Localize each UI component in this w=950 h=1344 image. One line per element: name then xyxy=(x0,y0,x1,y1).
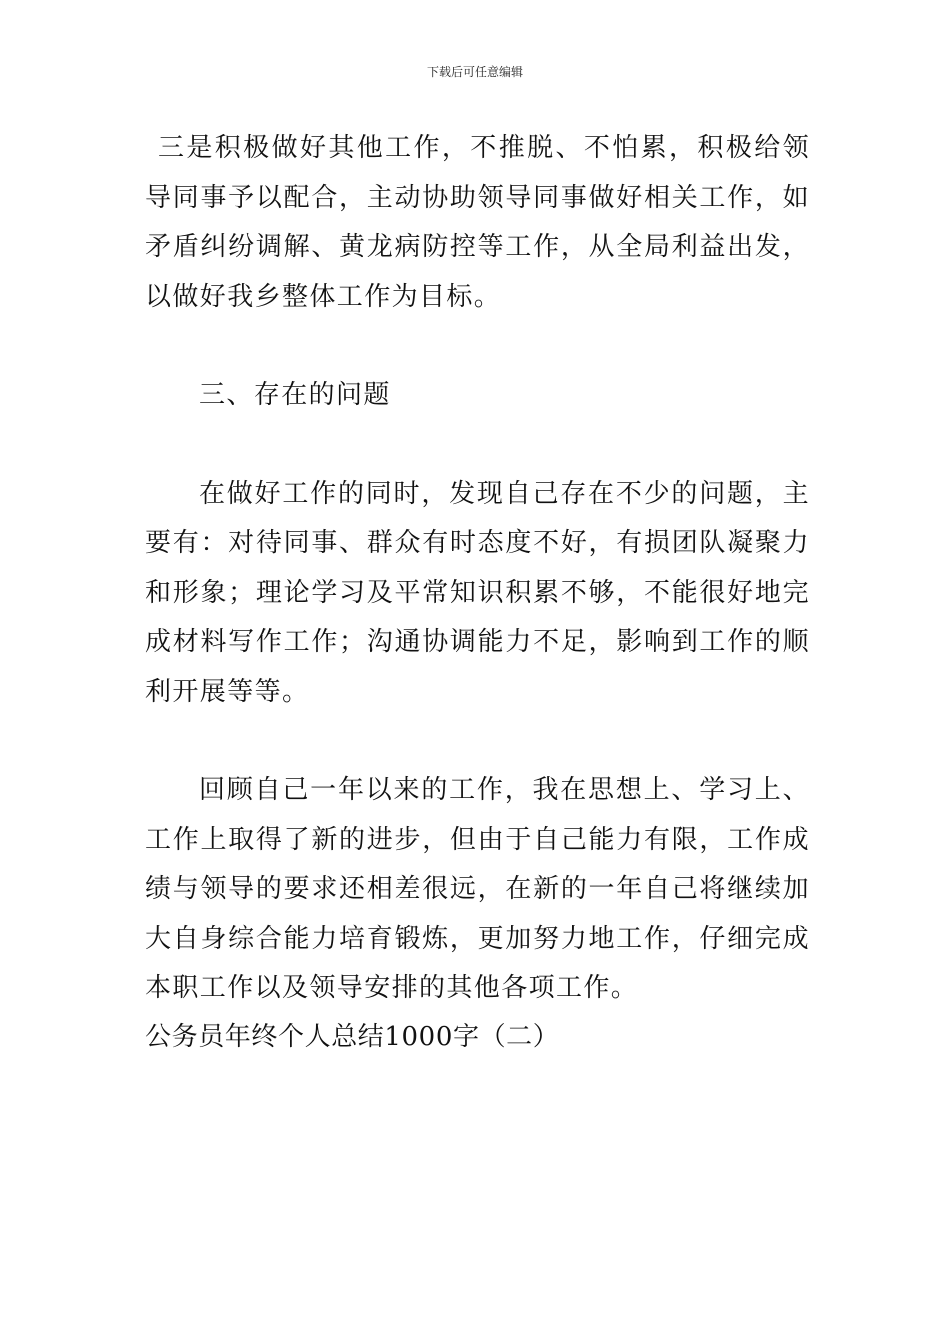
paragraph-review: 回顾自己一年以来的工作，我在思想上、学习上、工作上取得了新的进步，但由于自己能力有限，工作成绩与领导的要求还相差很远，在新的一年自己将继续加大自身综合能力培育锻炼，更加努力地工作，仔细完成本职工作以及领导安排的其他各项工作。 xyxy=(145,775,810,1003)
header-note: 下载后可任意编辑 xyxy=(426,65,523,79)
paragraph-other-work: 三是积极做好其他工作，不推脱、不怕累，积极给领导同事予以配合，主动协助领导同事做好相关工作，如矛盾纠纷调解、黄龙病防控等工作，从全局利益出发，以做好我乡整体工作为目标。 xyxy=(145,133,810,312)
paragraph-gap xyxy=(145,322,810,371)
paragraph-problems: 在做好工作的同时，发现自己存在不少的问题，主要有：对待同事、群众有时态度不好，有损团队凝聚力和形象；理论学习及平常知识积累不够，不能很好地完成材料写作工作；沟通协调能力不足，影响到工作的顺利开展等等。 xyxy=(145,478,810,707)
document-body xyxy=(145,124,810,1060)
paragraph-gap xyxy=(145,717,810,766)
section-title-part-two: 公务员年终个人总结1000字（二） xyxy=(145,1021,560,1052)
paragraph-gap xyxy=(145,421,810,470)
section-heading-problems: 三、存在的问题 xyxy=(199,380,391,410)
